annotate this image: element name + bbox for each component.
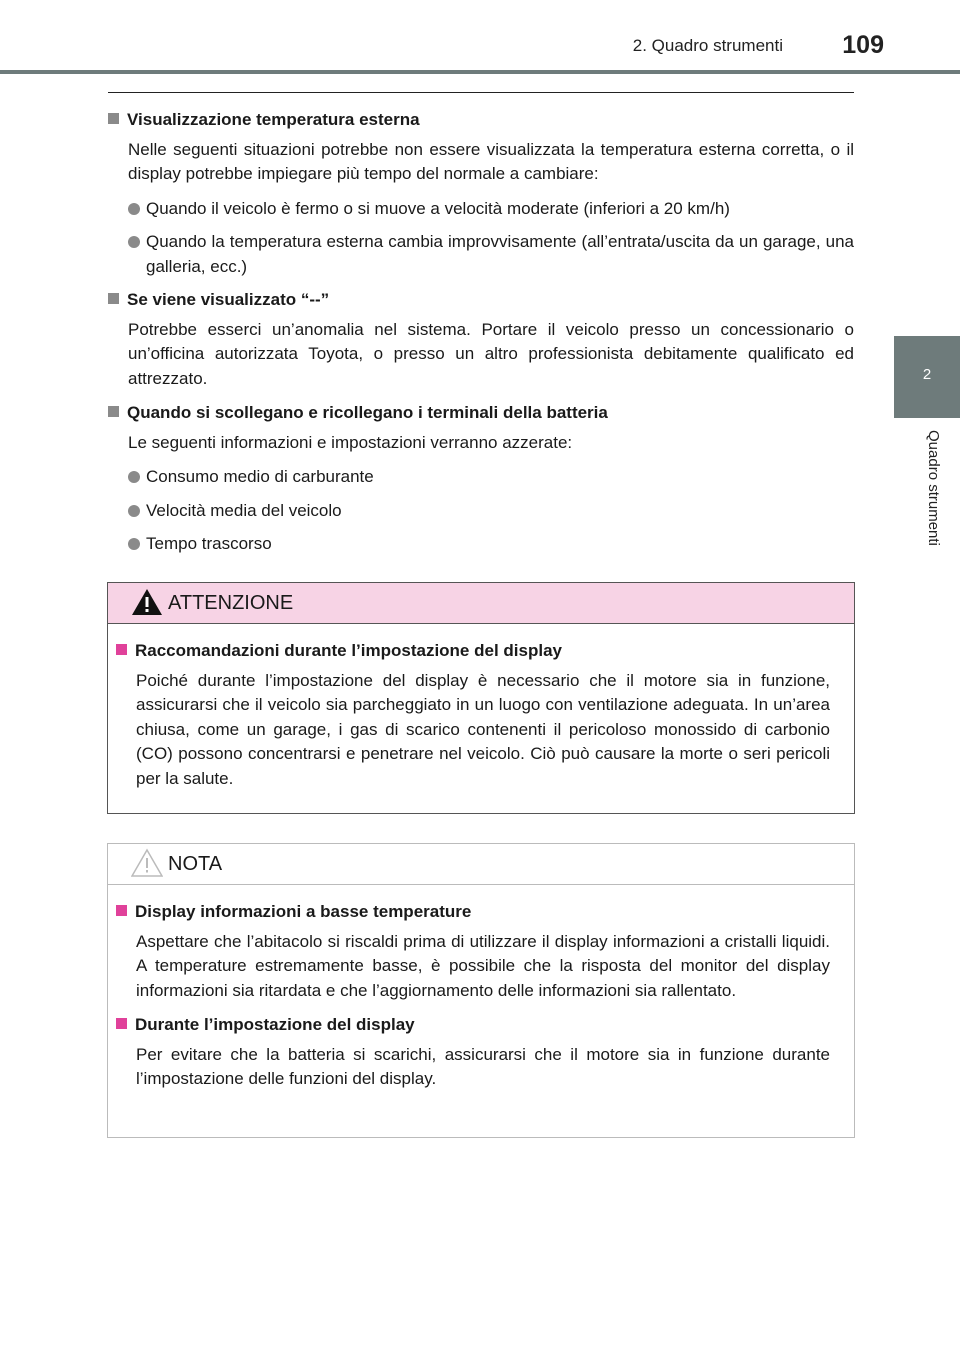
warning-item-title: Raccomandazioni durante l’impostazione del display bbox=[135, 641, 562, 660]
square-bullet-icon bbox=[108, 113, 119, 124]
section-title: Visualizzazione temperatura esterna bbox=[127, 110, 420, 129]
list-item: Consumo medio di carburante bbox=[128, 465, 854, 490]
side-tab bbox=[894, 336, 960, 418]
square-bullet-icon bbox=[108, 406, 119, 417]
header-bar bbox=[0, 70, 960, 74]
list-item: Quando il veicolo è fermo o si muove a velocità moderate (inferiori a 20 km/h) bbox=[128, 197, 854, 222]
circle-bullet-icon bbox=[128, 538, 140, 550]
warning-box bbox=[107, 582, 855, 814]
side-tab-label: Quadro strumenti bbox=[925, 430, 942, 546]
page-number: 109 bbox=[842, 31, 884, 59]
top-rule bbox=[108, 92, 854, 93]
note-header bbox=[108, 844, 854, 885]
section-text: Nelle seguenti situazioni potrebbe non essere visualizzata la temperatura esterna corretta, o il display potrebbe impiegare più tempo del normale a cambiare: bbox=[128, 139, 854, 183]
square-bullet-icon bbox=[108, 293, 119, 304]
circle-bullet-icon bbox=[128, 471, 140, 483]
side-tab-number: 2 bbox=[922, 366, 932, 383]
note-label: NOTA bbox=[168, 853, 223, 875]
circle-bullet-icon bbox=[128, 236, 140, 248]
section-title: Quando si scollegano e ricollegano i terminali della batteria bbox=[127, 403, 608, 422]
section-text: Potrebbe esserci un’anomalia nel sistema. Portare il veicolo presso un concessionario o un’officina autorizzata Toyota, o presso un altro professionista debitamente qualificato ed attrezzato. bbox=[128, 319, 854, 388]
square-bullet-icon bbox=[116, 644, 127, 655]
square-bullet-icon bbox=[116, 1018, 127, 1029]
caution-triangle-icon bbox=[131, 848, 163, 878]
note-item-title: Display informazioni a basse temperature bbox=[135, 902, 472, 921]
list-item: Tempo trascorso bbox=[128, 532, 854, 557]
list-item: Quando la temperatura esterna cambia improvvisamente (all’entrata/uscita da un garage, una galleria, ecc.) bbox=[128, 230, 854, 279]
header-chapter-title: 2. Quadro strumenti bbox=[632, 36, 783, 55]
list-item: Velocità media del veicolo bbox=[128, 499, 854, 524]
note-box bbox=[107, 843, 855, 1138]
warning-header bbox=[108, 583, 854, 624]
section-title: Se viene visualizzato “--” bbox=[127, 290, 330, 309]
warning-item-text: Poiché durante l’impostazione del display è necessario che il motore sia in funzione, assicurarsi che il veicolo sia parcheggiato in un luogo con ventilazione adeguata. In un’area chiusa, come un garage, i gas di scarico contenenti il pericoloso monossido di carbonio (CO) possono concentrarsi e penetrare nel veicolo. Ciò può causare la morte o seri pericoli per la salute. bbox=[136, 670, 830, 788]
main-content bbox=[108, 108, 854, 566]
section-text: Le seguenti informazioni e impostazioni verranno azzerate: bbox=[128, 432, 573, 452]
note-item-text: Aspettare che l’abitacolo si riscaldi prima di utilizzare il display informazioni a cristalli liquidi. A temperature estremamente basse, è possibile che la risposta del monitor del display informazioni sia ritardata e che l’aggiornamento delle informazioni sia rallentato. bbox=[136, 931, 830, 1000]
circle-bullet-icon bbox=[128, 203, 140, 215]
note-item-title: Durante l’impostazione del display bbox=[135, 1015, 415, 1034]
warning-triangle-icon bbox=[131, 587, 163, 617]
square-bullet-icon bbox=[116, 905, 127, 916]
section bbox=[108, 288, 854, 391]
section bbox=[108, 401, 854, 557]
circle-bullet-icon bbox=[128, 505, 140, 517]
note-item-text: Per evitare che la batteria si scarichi, assicurarsi che il motore sia in funzione durante l’impostazione delle funzioni del display. bbox=[136, 1044, 830, 1088]
section bbox=[108, 108, 854, 279]
warning-label: ATTENZIONE bbox=[168, 592, 294, 614]
